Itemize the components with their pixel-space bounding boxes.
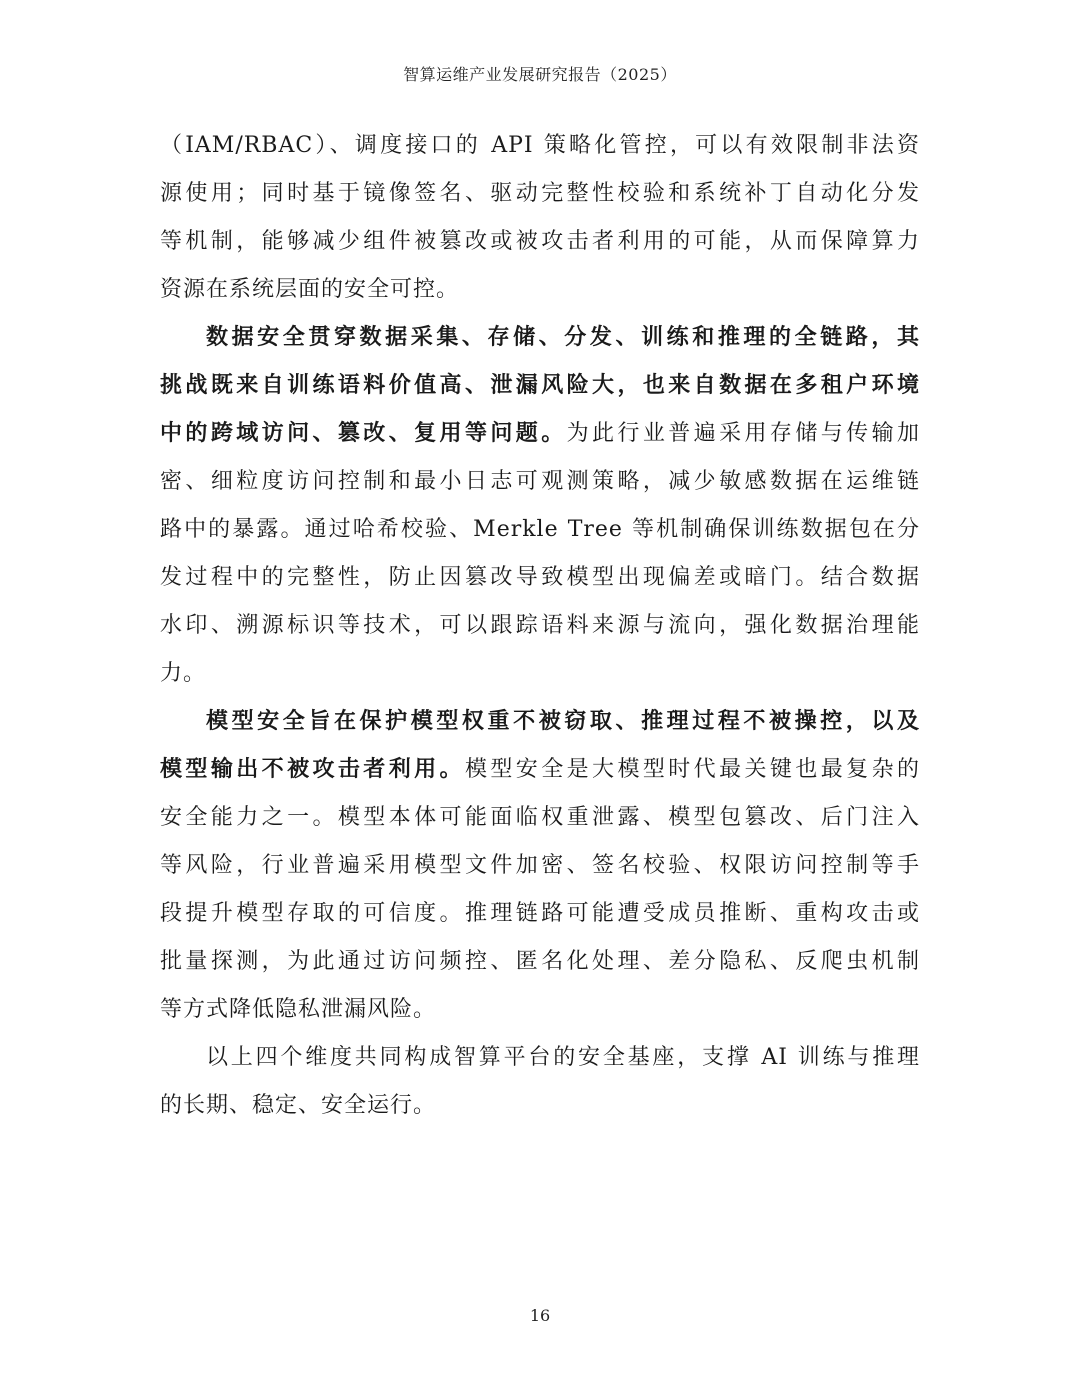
- text-line: [160, 554, 920, 602]
- text-line: [160, 794, 920, 842]
- running-header: 智算运维产业发展研究报告（2025）: [403, 65, 677, 84]
- text-line: [160, 266, 920, 314]
- bold-text-run: 数据安全贯穿数据采集、存储、分发、训练和推理的全链路，其: [206, 325, 920, 350]
- text-run: 资源在系统层面的安全可控。: [160, 277, 460, 302]
- bold-text-run: 挑战既来自训练语料价值高、泄漏风险大，也来自数据在多租户环境: [160, 373, 920, 398]
- text-run: 路中的暴露。通过哈希校验、Merkle Tree 等机制确保训练数据包在分: [160, 517, 920, 542]
- text-line: [160, 890, 920, 938]
- text-run: 源使用；同时基于镜像签名、驱动完整性校验和系统补丁自动化分发: [160, 181, 920, 206]
- paragraph: [160, 1034, 920, 1130]
- text-line: [160, 602, 920, 650]
- text-run: 段提升模型存取的可信度。推理链路可能遭受成员推断、重构攻击或: [160, 901, 920, 926]
- text-line: [160, 698, 920, 746]
- text-run: 等风险，行业普遍采用模型文件加密、签名校验、权限访问控制等手: [160, 853, 920, 878]
- text-run: 等方式降低隐私泄漏风险。: [160, 997, 437, 1022]
- page-number: 16: [529, 1306, 551, 1325]
- text-run: 以上四个维度共同构成智算平台的安全基座，支撑 AI 训练与推理: [206, 1045, 920, 1070]
- text-line: [160, 1034, 920, 1082]
- text-line: [160, 650, 920, 698]
- text-run: 等机制，能够减少组件被篡改或被攻击者利用的可能，从而保障算力: [160, 229, 920, 254]
- text-line: [160, 314, 920, 362]
- text-line: [160, 458, 920, 506]
- paragraph: [160, 698, 920, 1034]
- text-line: [160, 746, 920, 794]
- text-run: 水印、溯源标识等技术，可以跟踪语料来源与流向，强化数据治理能: [160, 613, 920, 638]
- text-line: [160, 218, 920, 266]
- text-line: [160, 362, 920, 410]
- text-run: 密、细粒度访问控制和最小日志可观测策略，减少敏感数据在运维链: [160, 469, 920, 494]
- text-run: （IAM/RBAC）、调度接口的 API 策略化管控，可以有效限制非法资: [160, 133, 920, 158]
- text-line: [160, 410, 920, 458]
- text-line: [160, 1082, 920, 1130]
- text-run: 模型安全是大模型时代最关键也最复杂的: [464, 757, 920, 782]
- paragraph: [160, 122, 920, 314]
- bold-text-run: 模型安全旨在保护模型权重不被窃取、推理过程不被操控，以及: [206, 709, 920, 734]
- bold-text-run: 模型输出不被攻击者利用。: [160, 757, 465, 782]
- text-run: 批量探测，为此通过访问频控、匿名化处理、差分隐私、反爬虫机制: [160, 949, 920, 974]
- text-run: 发过程中的完整性，防止因篡改导致模型出现偏差或暗门。结合数据: [160, 565, 920, 590]
- text-line: [160, 506, 920, 554]
- text-run: 安全能力之一。模型本体可能面临权重泄露、模型包篡改、后门注入: [160, 805, 920, 830]
- text-line: [160, 842, 920, 890]
- bold-text-run: 中的跨域访问、篡改、复用等问题。: [160, 421, 567, 446]
- text-line: [160, 986, 920, 1034]
- text-line: [160, 170, 920, 218]
- body-text: [160, 122, 920, 1130]
- text-line: [160, 122, 920, 170]
- text-run: 的长期、稳定、安全运行。: [160, 1093, 437, 1118]
- text-line: [160, 938, 920, 986]
- text-run: 力。: [160, 661, 207, 686]
- paragraph: [160, 314, 920, 698]
- text-run: 为此行业普遍采用存储与传输加: [566, 421, 920, 446]
